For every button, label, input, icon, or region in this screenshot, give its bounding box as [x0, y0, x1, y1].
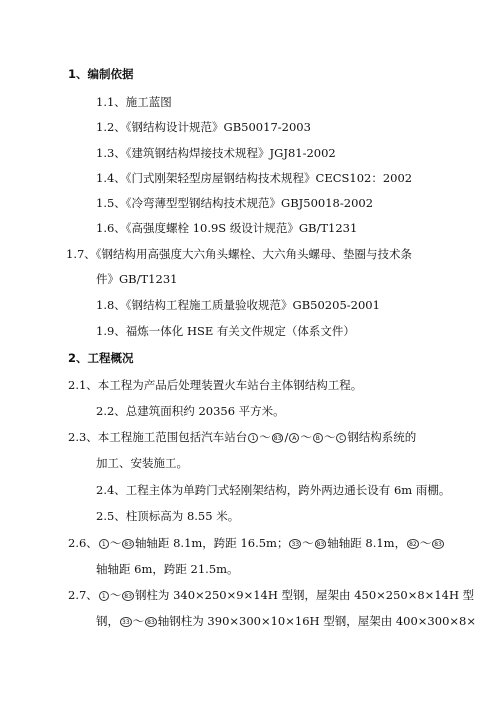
heading-1: 1、编制依据 — [68, 67, 134, 81]
para-2-7 — [68, 588, 474, 602]
item-1-7: 1.7、《钢结构用高强度大六角头螺栓、大六角头螺母、垫圈与技术条 — [66, 247, 413, 261]
para-2-3-text-e: 钢结构系统的 — [347, 430, 417, 444]
axis-marker: 83 — [434, 541, 442, 548]
slash: / — [284, 430, 289, 444]
axis-marker: 82 — [409, 541, 417, 548]
para-2-3-text-a: 2.3、本工程施工范围包括汽车站台 — [68, 430, 248, 444]
tilde: ～ — [132, 614, 145, 628]
para-2-6-text-e: 轴轴距 8.1m， — [327, 536, 407, 550]
axis-marker: B — [313, 433, 323, 443]
item-1-6: 1.6、《高强度螺栓 10.9S 级设计规范》GB/T1231 — [96, 221, 358, 235]
tilde: ～ — [300, 430, 312, 444]
axis-marker: 1 — [99, 539, 109, 549]
item-1-7-cont: 件》GB/T1231 — [96, 272, 178, 286]
para-2-6 — [68, 536, 445, 550]
para-2-3-cont: 加工、安装施工。 — [96, 456, 188, 470]
para-2-7-text-f: 轴钢柱为 390×300×10×16H 型钢，屋架由 400×300×8× — [157, 614, 476, 628]
tilde: ～ — [109, 536, 122, 550]
para-2-5: 2.5、柱顶标高为 8.55 米。 — [96, 509, 240, 523]
para-2-1: 2.1、本工程为产品后处理装置火车站台主体钢结构工程。 — [68, 378, 363, 392]
para-2-2: 2.2、总建筑面积约 20356 平方米。 — [96, 404, 285, 418]
para-2-3 — [68, 430, 416, 444]
axis-marker: C — [336, 433, 346, 443]
para-2-6-text-c: 轴轴距 8.1m，跨距 16.5m； — [134, 536, 289, 550]
tilde: ～ — [109, 588, 122, 602]
tilde: ～ — [323, 430, 336, 444]
para-2-7-cont — [96, 614, 476, 628]
tilde: ～ — [302, 536, 314, 550]
item-1-8: 1.8、《钢结构工程施工质量验收规范》GB50205-2001 — [96, 298, 380, 312]
axis-marker: 83 — [273, 435, 282, 442]
item-1-1: 1.1、施工蓝图 — [96, 95, 172, 109]
para-2-7-num: 2.7、 — [68, 588, 98, 602]
axis-marker: 1 — [248, 433, 258, 443]
heading-2: 2、工程概况 — [68, 351, 134, 365]
para-2-7-text-d: 钢， — [96, 614, 119, 628]
axis-marker: 1 — [99, 591, 109, 601]
axis-marker: A — [289, 433, 299, 443]
para-2-4: 2.4、工程主体为单跨门式轻刚架结构，跨外两边通长设有 6m 雨棚。 — [96, 483, 451, 497]
axis-marker: 83 — [316, 541, 325, 548]
tilde: ～ — [419, 536, 432, 550]
para-2-6-num: 2.6、 — [68, 536, 98, 550]
item-1-2: 1.2、《钢结构设计规范》GB50017-2003 — [96, 120, 311, 134]
axis-marker: 33 — [291, 541, 300, 548]
item-1-3: 1.3、《建筑钢结构焊接技术规程》JGJ81-2002 — [96, 146, 336, 160]
para-2-7-text-c: 钢柱为 340×250×9×14H 型钢，屋架由 450×250×8×14H 型 — [134, 588, 475, 602]
item-1-5: 1.5、《冷弯薄型型钢结构技术规范》GBJ50018-2002 — [96, 196, 374, 210]
axis-marker: 83 — [124, 541, 132, 548]
axis-marker: 83 — [124, 593, 132, 600]
item-1-9: 1.9、福炼一体化 HSE 有关文件规定（体系文件） — [96, 324, 355, 338]
item-1-4: 1.4、《门式刚架轻型房屋钢结构技术规程》CECS102：2002 — [96, 171, 413, 185]
para-2-6-cont: 轴轴距 6m，跨距 21.5m。 — [96, 562, 239, 576]
axis-marker: 33 — [122, 619, 130, 626]
tilde: ～ — [259, 430, 271, 444]
axis-marker: 83 — [147, 619, 155, 626]
